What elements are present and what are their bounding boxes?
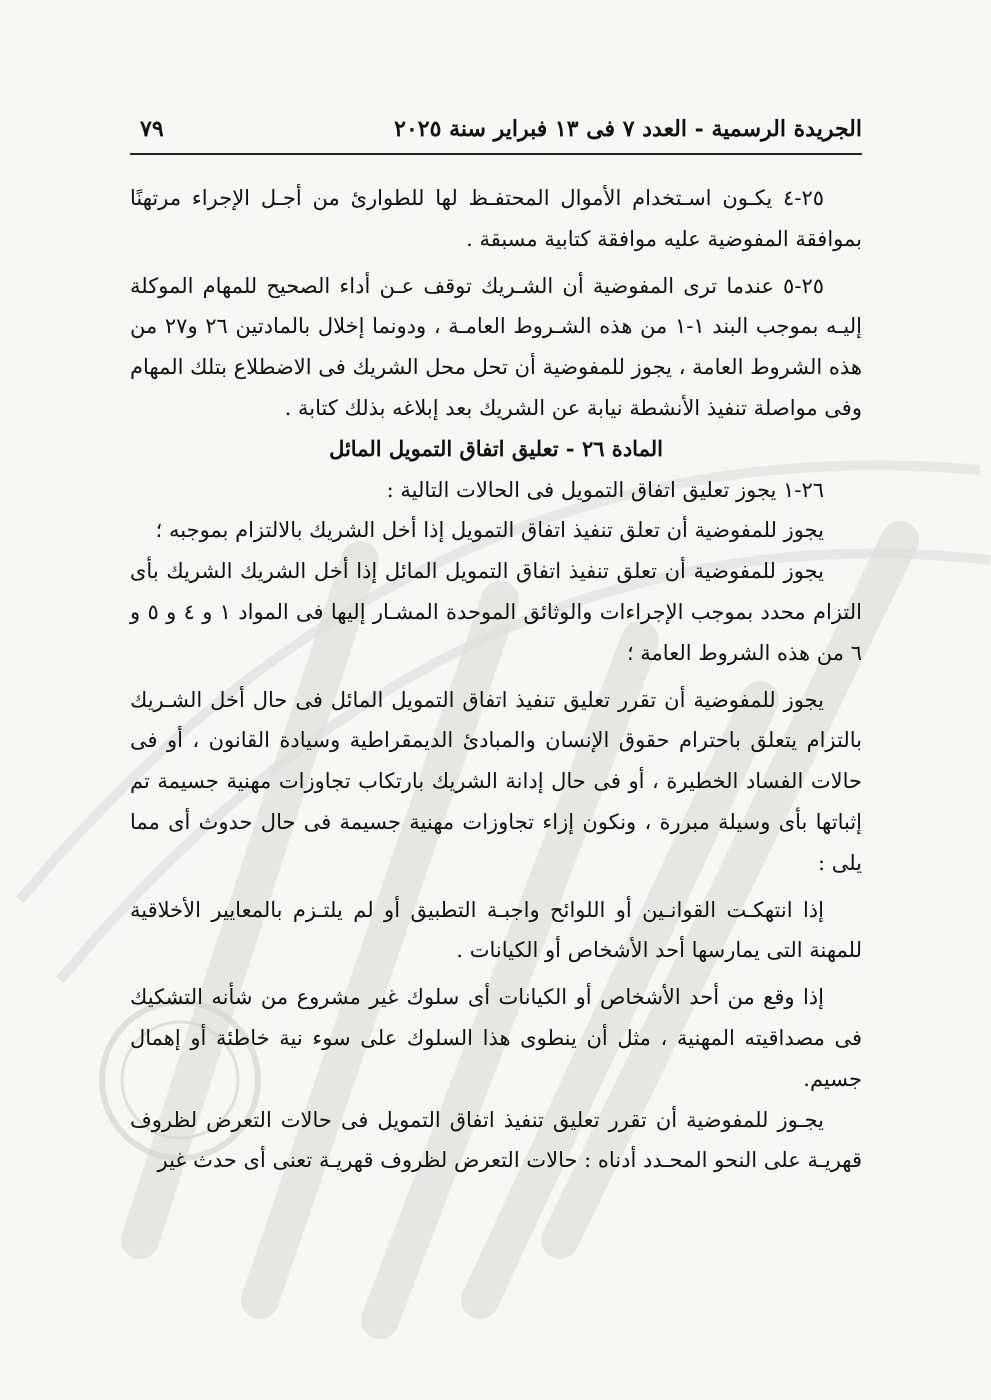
clause-26-1-d: يجـوز للمفوضية أن تقرر تعليق تنفيذ اتفاق التمويل فى حالات التعرض لظروف قهريـة على النحو المحـدد أدناه : حالات التعرض لظروف قهريـة تعنى أى حدث غير bbox=[130, 1107, 862, 1173]
clause-26-1-b: يجوز للمفوضية أن تعلق تنفيذ اتفاق التمويل المائل إذا أخل الشريك الشريك بأى التزام محدد بموجب الإجراءات والوثائق الموحدة المشـار إليها فى المواد ١ و ٤ و ٥ و ٦ من هذه الشروط العامة ؛ bbox=[130, 559, 862, 665]
clause-26-1-c-ii: إذا وقع من أحد الأشخاص أو الكيانات أى سلوك غير مشروع من شأنه التشكيك فى مصداقيته المهنية ، مثل أن ينطوى هذا السلوك على سوء نية خاطئة أو إهمال جسيم. bbox=[130, 985, 862, 1091]
document-body bbox=[130, 178, 862, 1181]
page-number: ٧٩ bbox=[140, 116, 164, 142]
clause-25-4: ٢٥-٤ يكـون اسـتخدام الأموال المحتفـظ لها للطوارئ من أجـل الإجراء مرتهنًا بموافقة المفوضية عليه موافقة كتابية مسبقة . bbox=[130, 186, 862, 251]
gazette-title: الجريدة الرسمية - العدد ٧ فى ١٣ فبراير سنة ٢٠٢٥ bbox=[394, 116, 862, 142]
clause-26-1-c: يجوز للمفوضية أن تقرر تعليق تنفيذ اتفاق التمويل المائل فى حال أخل الشـريك بالتزام يتعلق باحترام حقوق الإنسان والمبادئ الديمقراطية وسيادة القانون ، أو فى حالات الفساد الخطيرة ، أو فى حال إدانة الشريك بارتكاب تجاوزات مهنية جسيمة تم إثباتها بأى وسيلة مبررة ، ونكون إزاء تجاوزات مهنية جسيمة فى حال حدوث أى مما يلى : bbox=[130, 687, 862, 875]
clause-26-1-c-i: إذا انتهكـت القوانـين أو اللوائح واجبـة التطبيق أو لم يلتـزم بالمعايير الأخلاقية للمهنة التى يمارسها أحد الأشخاص أو الكيانات . bbox=[130, 897, 862, 963]
clause-26-1-a: يجوز للمفوضية أن تعلق تنفيذ اتفاق التمويل إذا أخل الشريك بالالتزام بموجبه ؛ bbox=[155, 518, 824, 543]
page-header bbox=[130, 110, 862, 150]
header-divider bbox=[130, 153, 862, 155]
article-26-heading: المادة ٢٦ - تعليق اتفاق التمويل المائل bbox=[329, 435, 663, 461]
clause-26-1: ٢٦-١ يجوز تعليق اتفاق التمويل فى الحالات التالية : bbox=[386, 477, 824, 502]
clause-25-5: ٢٥-٥ عندما ترى المفوضية أن الشـريك توقف عـن أداء الصحيح للمهام الموكلة إليـه بموجب البند ١-١ من هذه الشـروط العامـة ، ودونما إخلال بالمادتين ٢٦ و٢٧ من هذه الشروط العامة ، يجوز للمفوضية أن تحل محل الشريك فى الاضطلاع بتلك المهام وفى مواصلة تنفيذ الأنشطة نيابة عن الشريك بعد إبلاغه بذلك كتابة . bbox=[130, 273, 862, 420]
